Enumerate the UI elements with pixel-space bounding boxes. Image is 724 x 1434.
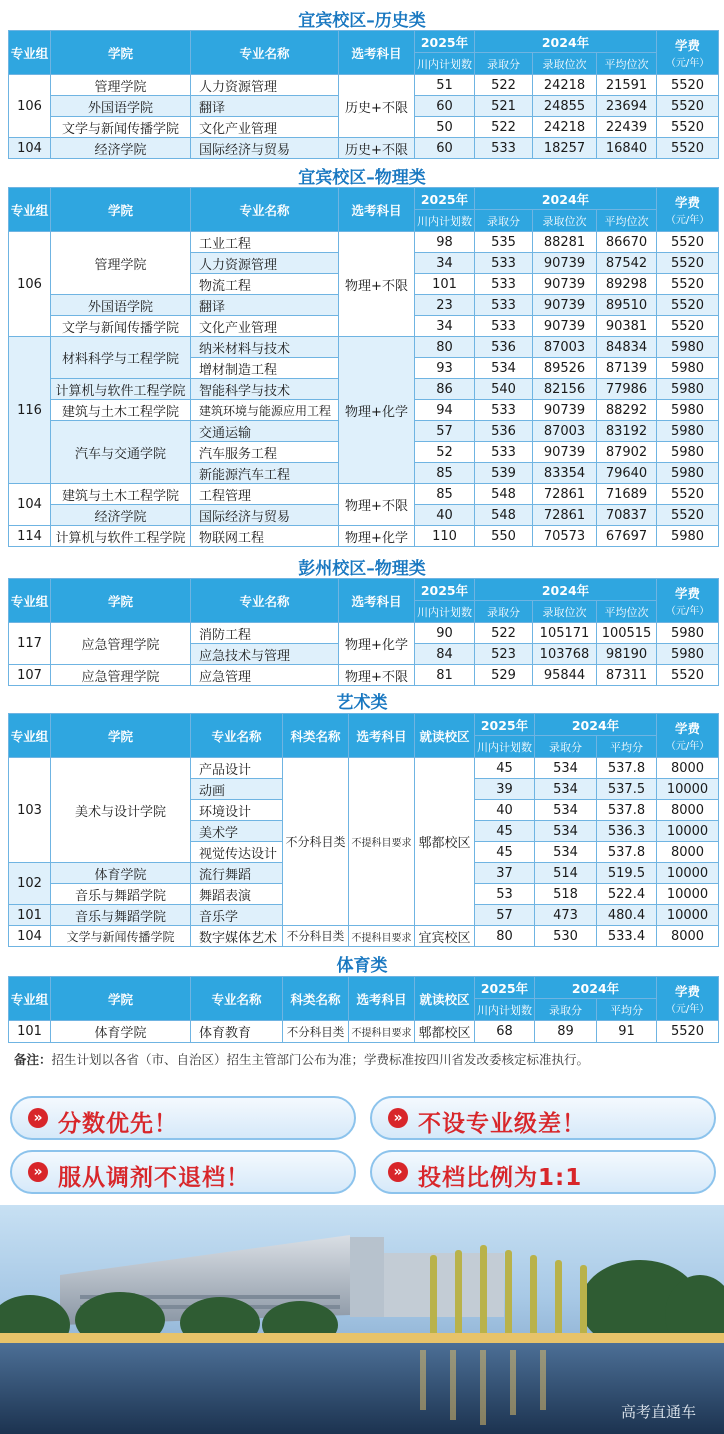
col-college: 学院 xyxy=(51,31,191,75)
col-2025: 2025年 xyxy=(475,977,535,999)
table-art xyxy=(8,713,719,947)
col-plan: 川内计划数 xyxy=(475,736,535,758)
section-title-sports: 体育类 xyxy=(336,956,388,976)
col-score: 录取分 xyxy=(535,736,597,758)
col-2024: 2024年 xyxy=(475,31,657,53)
col-category: 科类名称 xyxy=(283,714,349,758)
table-row: 文学与新闻传播学院 文化产业管理 34 533 90739 90381 5520 xyxy=(9,316,719,337)
table-row: 美术学 45 534 536.3 10000 xyxy=(9,821,719,842)
table-row: 102 体育学院 流行舞蹈 37 514 519.5 10000 xyxy=(9,863,719,884)
col-fee: 学费 （元/年） xyxy=(657,188,719,232)
table-physics-yibin xyxy=(8,187,719,547)
table-row: 101 音乐与舞蹈学院 音乐学 57 473 480.4 10000 xyxy=(9,905,719,926)
footnote-label: 备注： xyxy=(14,1052,52,1067)
col-campus: 就读校区 xyxy=(415,977,475,1021)
table-row: 建筑与土木工程学院 建筑环境与能源应用工程 94 533 90739 88292 5980 xyxy=(9,400,719,421)
col-college: 学院 xyxy=(51,579,191,623)
slogan-text: 分数优先！ xyxy=(58,1111,178,1137)
table-row: 增材制造工程 93 534 89526 87139 5980 xyxy=(9,358,719,379)
col-2024: 2024年 xyxy=(475,579,657,601)
table-row: 环境设计 40 534 537.8 8000 xyxy=(9,800,719,821)
campus-photo xyxy=(0,1205,724,1434)
col-major: 专业名称 xyxy=(191,714,283,758)
campus-scene-illustration xyxy=(0,1205,724,1434)
table-row: 外国语学院 翻译 23 533 90739 89510 5520 xyxy=(9,295,719,316)
slogan-text: 服从调剂不退档！ xyxy=(58,1165,250,1191)
col-college: 学院 xyxy=(51,714,191,758)
col-2025: 2025年 xyxy=(415,188,475,210)
slogan-text: 投档比例为1:1 xyxy=(418,1165,583,1191)
col-fee: 学费 （元/年） xyxy=(657,977,719,1021)
table-row: 117 应急管理学院 消防工程 物理+化学 90 522 105171 100515 5980 xyxy=(9,623,719,644)
slogan-text: 不设专业级差！ xyxy=(418,1111,586,1137)
table-row: 动画 39 534 537.5 10000 xyxy=(9,779,719,800)
col-subject: 选考科目 xyxy=(339,188,415,232)
table-row: 107 应急管理学院 应急管理 物理+不限 81 529 95844 87311 5520 xyxy=(9,665,719,686)
col-score: 录取分 xyxy=(535,999,597,1021)
col-avg-score: 平均分 xyxy=(597,999,657,1021)
col-score: 录取分 xyxy=(475,210,533,232)
col-2025: 2025年 xyxy=(415,31,475,53)
table-row: 106 管理学院 人力资源管理 历史+不限 51 522 24218 21591 5520 xyxy=(9,75,719,96)
col-rank: 录取位次 xyxy=(533,53,597,75)
col-rank: 录取位次 xyxy=(533,210,597,232)
chevron-right-icon: » xyxy=(388,1108,408,1128)
chevron-right-icon: » xyxy=(28,1162,48,1182)
footnote-text: 招生计划以各省（市、自治区）招生主管部门公布为准；学费标准按四川省发改委核定标准执行。 xyxy=(51,1052,590,1067)
section-title-physics-yibin: 宜宾校区–物理类 xyxy=(298,168,426,188)
slogan-pill xyxy=(370,1096,716,1140)
col-plan: 川内计划数 xyxy=(415,53,475,75)
table-row: 104 经济学院 国际经济与贸易 历史+不限 60 533 18257 16840 5520 xyxy=(9,138,719,159)
table-row: 新能源汽车工程 85 539 83354 79640 5980 xyxy=(9,463,719,484)
table-row: 人力资源管理 34 533 90739 87542 5520 xyxy=(9,253,719,274)
table-row: 101 体育学院 体育教育 不分科目类 不提科目要求 郫都校区 68 89 91 5520 xyxy=(9,1021,719,1043)
col-avg-score: 平均分 xyxy=(597,736,657,758)
table-row: 汽车与交通学院 交通运输 57 536 87003 83192 5980 xyxy=(9,421,719,442)
watermark: 高考直通车 xyxy=(620,1403,696,1421)
footnote xyxy=(14,1050,589,1068)
col-group: 专业组 xyxy=(9,31,51,75)
col-major: 专业名称 xyxy=(191,977,283,1021)
col-2025: 2025年 xyxy=(475,714,535,736)
col-major: 专业名称 xyxy=(191,579,339,623)
section-title-history: 宜宾校区–历史类 xyxy=(298,11,426,31)
col-avg-rank: 平均位次 xyxy=(597,601,657,623)
col-subject: 选考科目 xyxy=(349,714,415,758)
col-2025: 2025年 xyxy=(415,579,475,601)
chevron-right-icon: » xyxy=(28,1108,48,1128)
table-row: 视觉传达设计 45 534 537.8 8000 xyxy=(9,842,719,863)
col-rank: 录取位次 xyxy=(533,601,597,623)
col-subject: 选考科目 xyxy=(349,977,415,1021)
col-2024: 2024年 xyxy=(535,977,657,999)
col-college: 学院 xyxy=(51,977,191,1021)
col-fee: 学费 （元/年） xyxy=(657,714,719,758)
col-subject: 选考科目 xyxy=(339,579,415,623)
table-row: 经济学院 国际经济与贸易 40 548 72861 70837 5520 xyxy=(9,505,719,526)
table-row: 116 材料科学与工程学院 纳米材料与技术 物理+化学 80 536 87003 84834 5980 xyxy=(9,337,719,358)
table-row: 外国语学院 翻译 60 521 24855 23694 5520 xyxy=(9,96,719,117)
col-avg-rank: 平均位次 xyxy=(597,53,657,75)
col-major: 专业名称 xyxy=(191,188,339,232)
col-score: 录取分 xyxy=(475,601,533,623)
col-plan: 川内计划数 xyxy=(475,999,535,1021)
col-plan: 川内计划数 xyxy=(415,601,475,623)
section-title-physics-pengzhou: 彭州校区–物理类 xyxy=(298,559,426,579)
col-subject: 选考科目 xyxy=(339,31,415,75)
col-plan: 川内计划数 xyxy=(415,210,475,232)
table-row: 物流工程 101 533 90739 89298 5520 xyxy=(9,274,719,295)
col-2024: 2024年 xyxy=(535,714,657,736)
table-row: 104 文学与新闻传播学院 数字媒体艺术 不分科目类 不提科目要求 宜宾校区 80 530 533.4 8000 xyxy=(9,926,719,947)
col-2024: 2024年 xyxy=(475,188,657,210)
col-avg-rank: 平均位次 xyxy=(597,210,657,232)
col-score: 录取分 xyxy=(475,53,533,75)
col-group: 专业组 xyxy=(9,579,51,623)
table-row: 114 计算机与软件工程学院 物联网工程 物理+化学 110 550 70573 67697 5980 xyxy=(9,526,719,547)
slogan-pill xyxy=(10,1150,356,1194)
col-college: 学院 xyxy=(51,188,191,232)
table-row: 106 管理学院 工业工程 物理+不限 98 535 88281 86670 5520 xyxy=(9,232,719,253)
table-physics-pengzhou xyxy=(8,578,719,686)
slogan-pill xyxy=(10,1096,356,1140)
table-row: 计算机与软件工程学院 智能科学与技术 86 540 82156 77986 5980 xyxy=(9,379,719,400)
col-fee: 学费 （元/年） xyxy=(657,31,719,75)
col-category: 科类名称 xyxy=(283,977,349,1021)
slogan-pill xyxy=(370,1150,716,1194)
table-row: 汽车服务工程 52 533 90739 87902 5980 xyxy=(9,442,719,463)
table-row: 应急技术与管理 84 523 103768 98190 5980 xyxy=(9,644,719,665)
table-row: 104 建筑与土木工程学院 工程管理 物理+不限 85 548 72861 71689 5520 xyxy=(9,484,719,505)
col-group: 专业组 xyxy=(9,977,51,1021)
table-sports xyxy=(8,976,719,1043)
chevron-right-icon: » xyxy=(388,1162,408,1182)
col-major: 专业名称 xyxy=(191,31,339,75)
col-group: 专业组 xyxy=(9,714,51,758)
col-campus: 就读校区 xyxy=(415,714,475,758)
section-title-art: 艺术类 xyxy=(336,693,388,713)
table-row: 文学与新闻传播学院 文化产业管理 50 522 24218 22439 5520 xyxy=(9,117,719,138)
col-fee: 学费 （元/年） xyxy=(657,579,719,623)
table-row: 103 美术与设计学院 产品设计 不分科目类 不提科目要求 郫都校区 45 534 537.8 8000 xyxy=(9,758,719,779)
col-group: 专业组 xyxy=(9,188,51,232)
table-history xyxy=(8,30,719,159)
table-row: 音乐与舞蹈学院 舞蹈表演 53 518 522.4 10000 xyxy=(9,884,719,905)
